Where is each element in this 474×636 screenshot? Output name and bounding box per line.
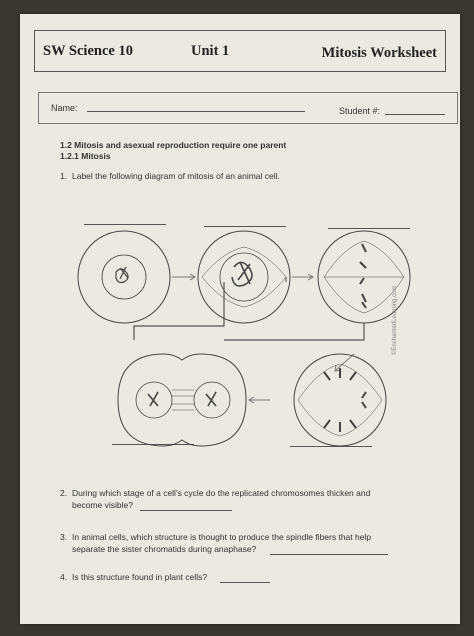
unit-name: Unit 1 (191, 43, 230, 59)
question-4-text: Is this structure found in plant cells? (72, 572, 208, 582)
course-name: SW Science 10 (43, 43, 133, 59)
question-3-answer-field[interactable] (270, 554, 388, 555)
question-2-line1: During which stage of a cell's cycle do the replicated chromosomes thicken and (72, 488, 371, 498)
question-4-number: 4. (60, 572, 68, 582)
question-4-answer-field[interactable] (220, 582, 270, 583)
question-1-number: 1. (60, 171, 68, 181)
worksheet-header (34, 30, 446, 72)
question-2-answer-field[interactable] (140, 510, 232, 511)
name-field[interactable] (87, 111, 305, 112)
question-3-line1: In animal cells, which structure is thought to produce the spindle fibers that help (72, 532, 372, 542)
question-1-text: Label the following diagram of mitosis of an animal cell. (72, 171, 280, 181)
interphase-cell (78, 231, 170, 323)
question-2-number: 2. (60, 488, 68, 498)
section-heading: 1.2 Mitosis and asexual reproduction require one parent (60, 140, 287, 150)
question-2-line2: become visible? (72, 500, 133, 510)
student-number-label: Student #: (339, 106, 381, 116)
section-subheading: 1.2.1 Mitosis (60, 151, 111, 161)
telophase-cell (118, 354, 246, 446)
name-label: Name: (51, 103, 78, 113)
student-number-field[interactable] (385, 114, 445, 115)
prophase-cell (198, 231, 290, 323)
name-student-box (38, 92, 458, 124)
copyright-watermark: ©EnchantedLearning.com (392, 285, 398, 355)
question-3-line2: separate the sister chromatids during anaphase? (72, 544, 257, 554)
worksheet-title: Mitosis Worksheet (321, 45, 437, 61)
question-3-number: 3. (60, 532, 68, 542)
mitosis-diagram (74, 222, 434, 452)
anaphase-cell (294, 354, 386, 446)
